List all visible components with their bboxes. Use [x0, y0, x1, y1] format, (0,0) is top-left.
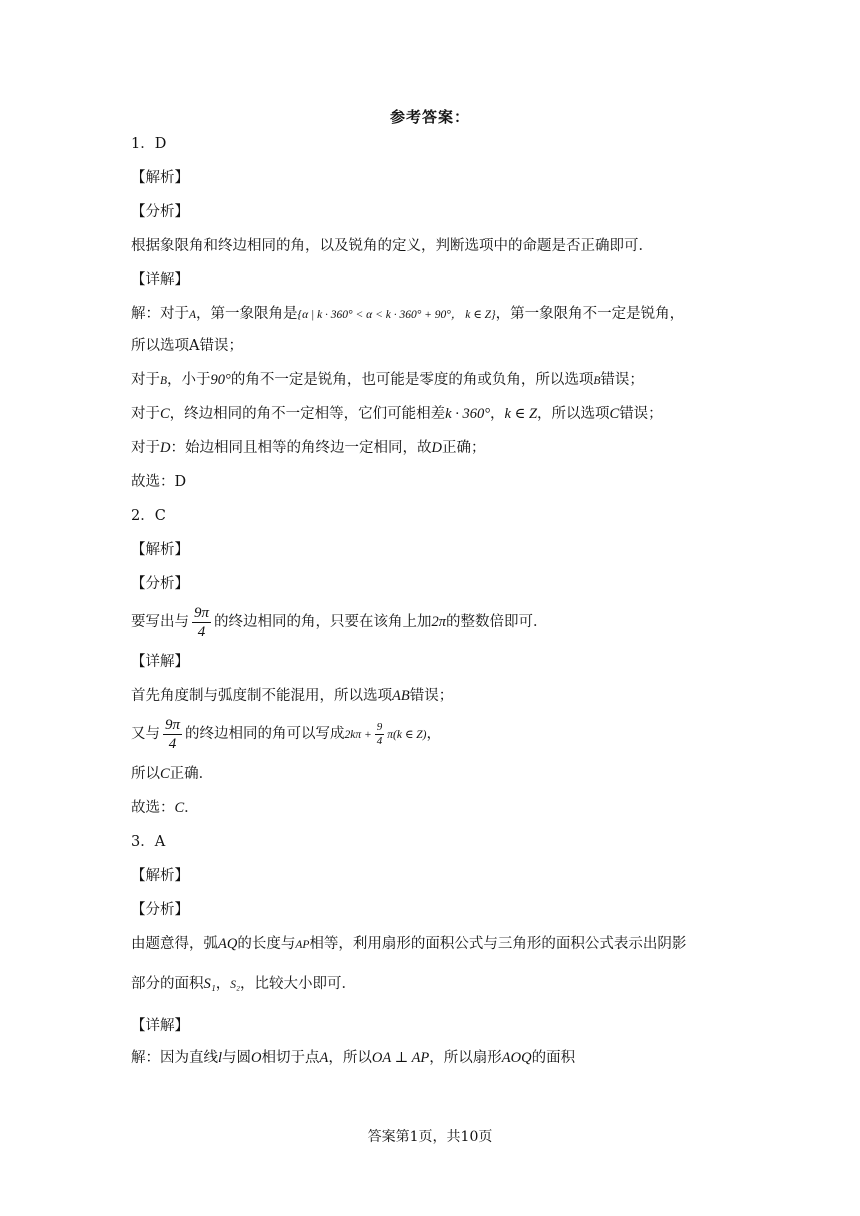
q3-fenxi-line2: 部分的面积S₁，S₂，比较大小即可．	[131, 976, 357, 992]
q1-detail-line1: 解：对于A，第一象限角是{α | k · 360° < α < k · 360° + 90°， k ∈ Z}，第一象限角不一定是锐角，	[131, 306, 685, 322]
q1-jiexi-heading: 【解析】	[131, 170, 189, 186]
q1-detail-line5: 对于D：始边相同且相等的角终边一定相同，故D正确；	[131, 440, 486, 456]
q3-jiexi-heading: 【解析】	[131, 868, 189, 884]
q2-detail-line3: 所以C正确．	[131, 766, 214, 782]
q1-xiangjie-heading: 【详解】	[131, 272, 189, 288]
page-footer: 答案第1页，共10页	[367, 1129, 493, 1145]
q2-detail-line2: 又与 $\frac{9\pi}{4}$ 的终边相同的角可以写成2kπ + $\frac{9}{4}$ π(k ∈ Z)，	[131, 716, 441, 752]
q1-fenxi-heading: 【分析】	[131, 204, 189, 220]
q2-answer: 故选：C．	[131, 800, 199, 816]
q2-detail-line1: 首先角度制与弧度制不能混用，所以选项AB错误；	[131, 688, 454, 704]
fraction-9pi-over-4: $\frac{9\pi}{4}$	[194, 604, 210, 640]
q1-detail-line3: 对于B，小于90°的角不一定是锐角，也可能是零度的角或负角，所以选项B错误；	[131, 372, 644, 388]
page-title: 参考答案：	[389, 108, 470, 126]
q1-detail-line4: 对于C，终边相同的角不一定相等，它们可能相差k · 360°，k ∈ Z，所以选项C错误；	[131, 406, 663, 422]
q1-detail-line2: 所以选项A错误；	[131, 338, 243, 354]
q1-fenxi-text: 根据象限角和终边相同的角，以及锐角的定义，判断选项中的命题是否正确即可．	[131, 238, 653, 254]
q1-number: 1．D	[131, 136, 167, 152]
q2-fenxi-text: 要写出与 $\frac{9\pi}{4}$ 的终边相同的角，只要在该角上加2π的整数倍即可．	[131, 604, 548, 640]
q3-fenxi-heading: 【分析】	[131, 902, 189, 918]
q1-set-expression: {α | k · 360° < α < k · 360° + 90°， k ∈ Z}	[297, 309, 496, 321]
q2-fenxi-heading: 【分析】	[131, 576, 189, 592]
q3-detail-line1: 解：因为直线l与圆O相切于点A，所以OA ⊥ AP，所以扇形AOQ的面积	[131, 1050, 576, 1066]
q3-number: 3．A	[131, 834, 166, 850]
fraction-9-over-4: $\frac{9}{4}$	[376, 720, 383, 747]
q2-number: 2．C	[131, 508, 166, 524]
q2-xiangjie-heading: 【详解】	[131, 654, 189, 670]
fraction-9pi-over-4: $\frac{9\pi}{4}$	[165, 716, 181, 752]
q3-fenxi-line1: 由题意得，弧AQ的长度与AP相等，利用扇形的面积公式与三角形的面积公式表示出阴影	[131, 936, 687, 952]
q2-jiexi-heading: 【解析】	[131, 542, 189, 558]
q1-answer: 故选：D	[131, 474, 187, 490]
q3-xiangjie-heading: 【详解】	[131, 1018, 189, 1034]
